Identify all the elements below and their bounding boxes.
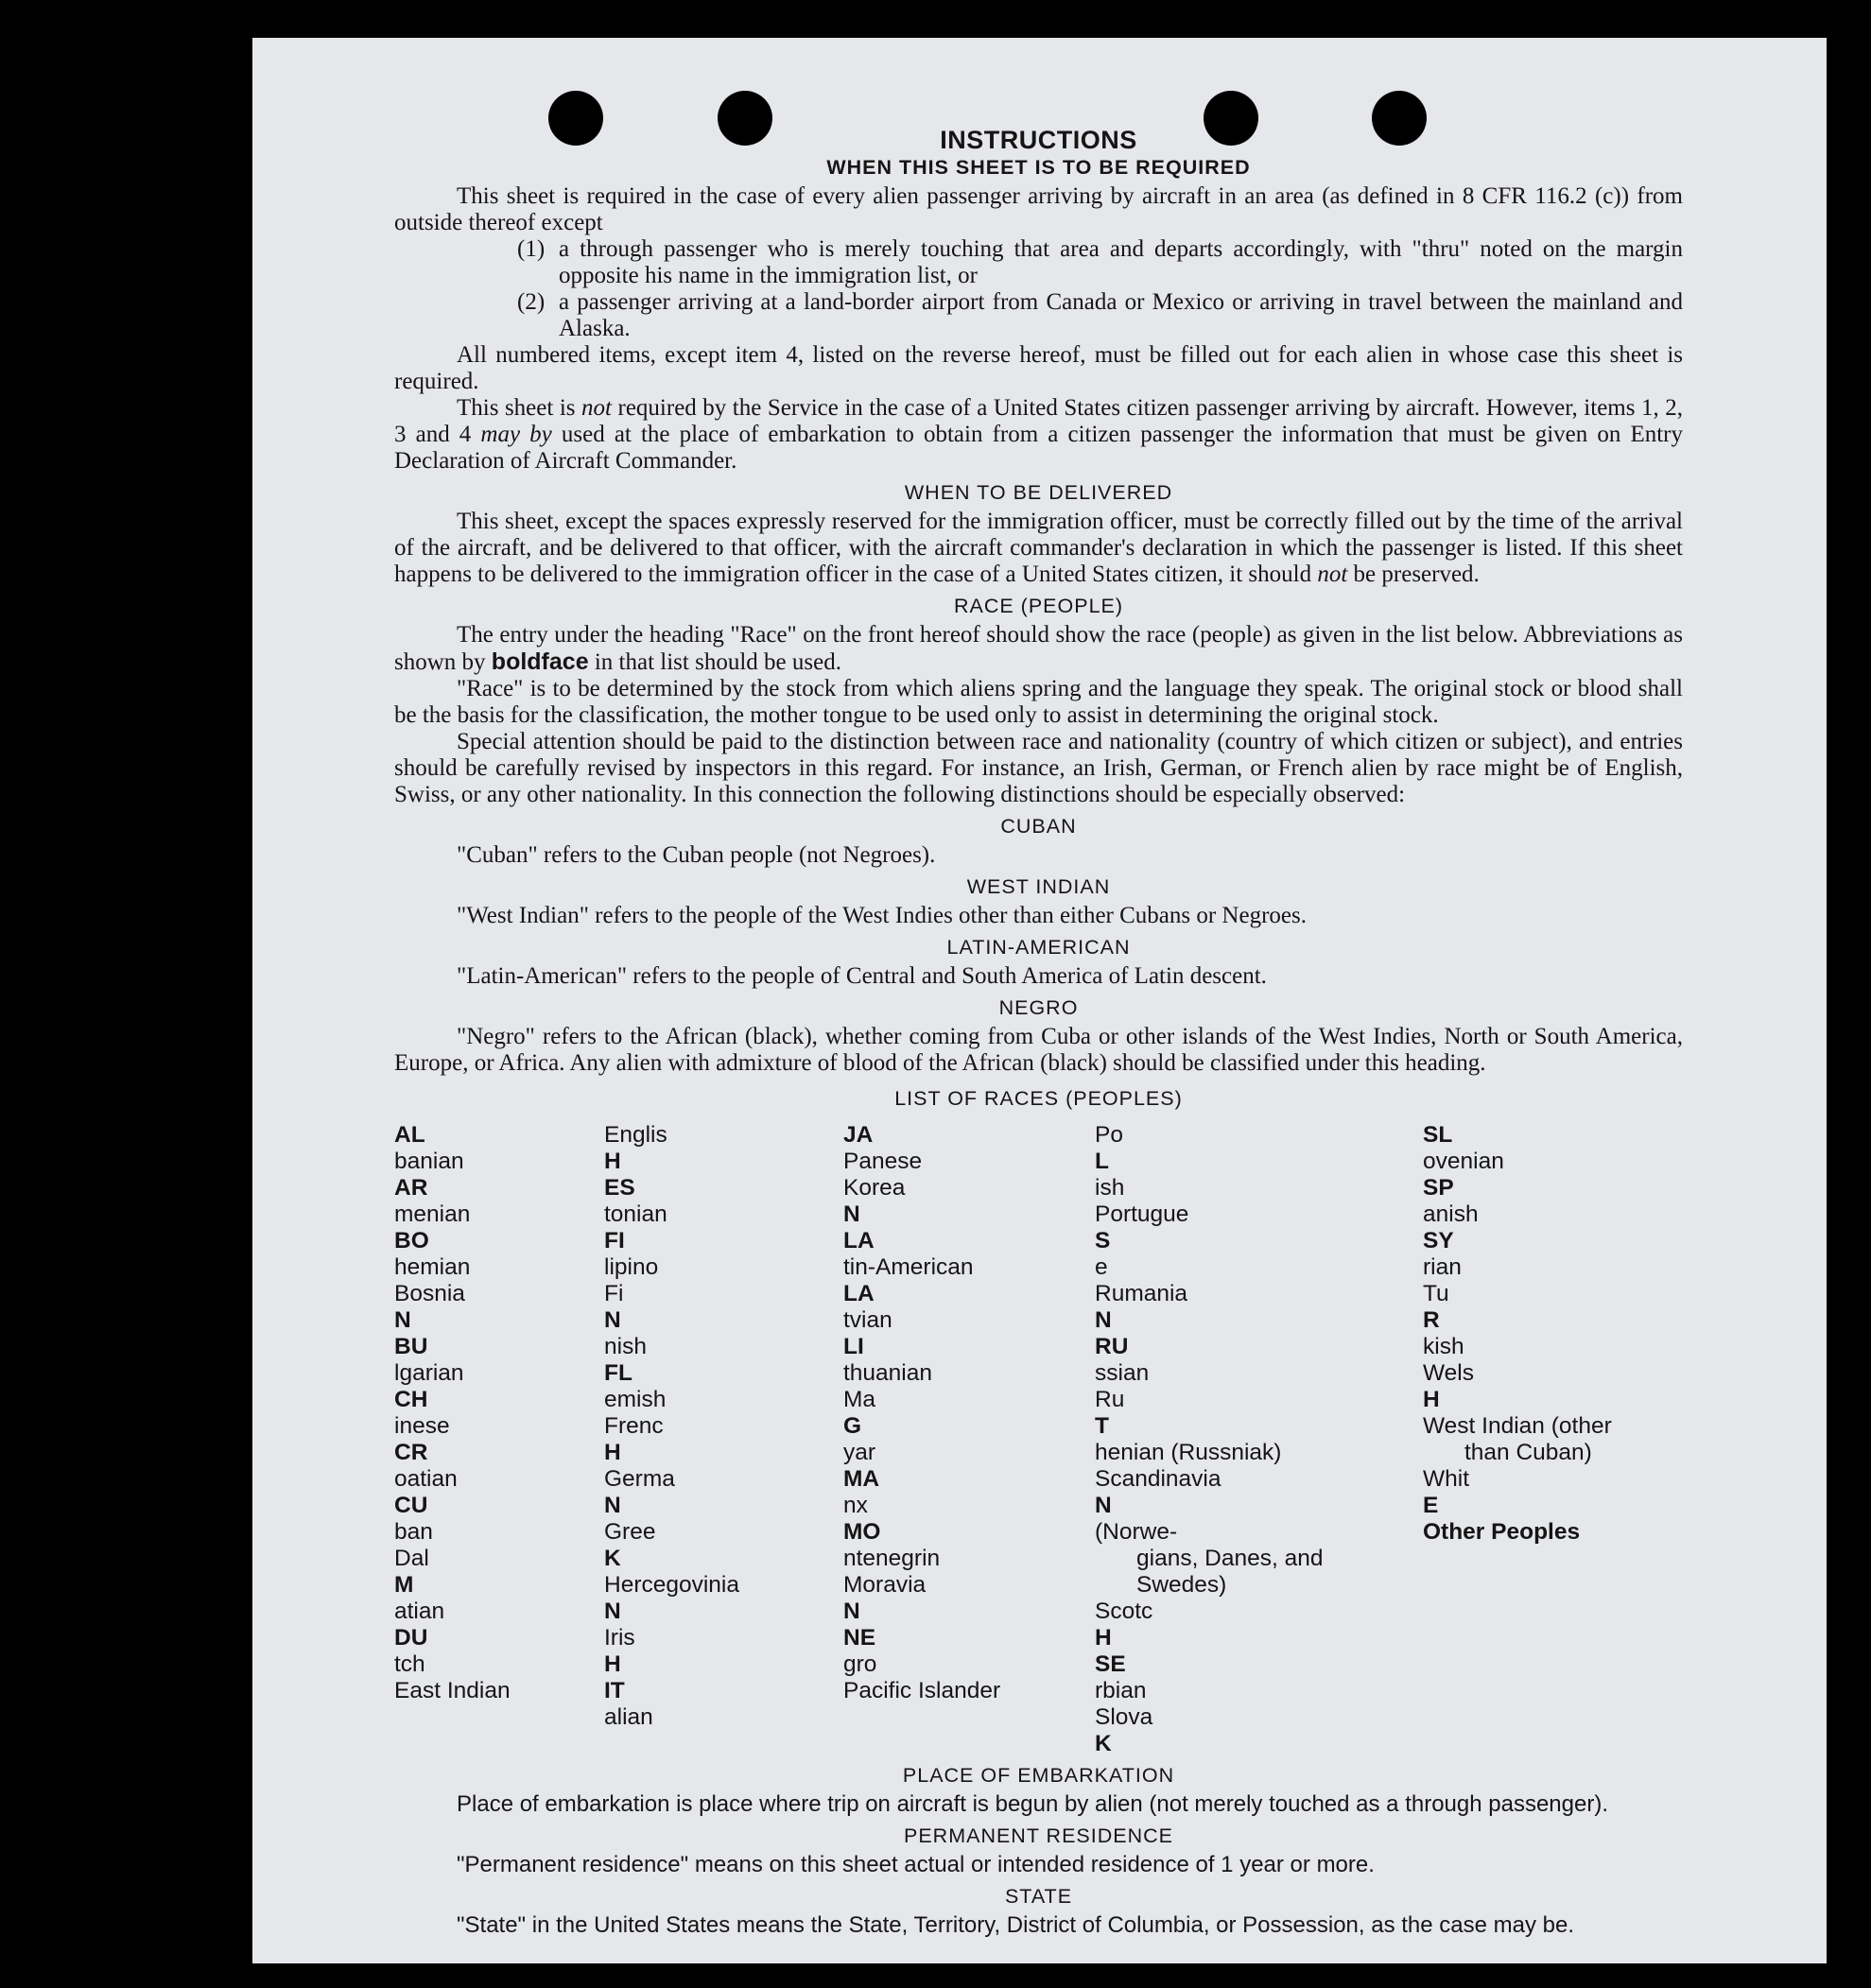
italic-text: not: [1317, 562, 1348, 587]
race-abbreviation: N: [604, 1307, 621, 1333]
race-abbreviation: FI: [604, 1228, 625, 1253]
race-text: henian (Russniak): [1095, 1440, 1282, 1465]
text-run: This sheet, except the spaces expressly reserved for the immigration officer, must be correctly filled out by the time of the arrival of the aircraft, and be delivered to that officer, with the aircraft commander's declaration in which the passenger is listed. If this sheet happens to be delivered to the immigration officer in the case of a United States citizen, it should: [394, 509, 1683, 587]
race-text: rian: [1423, 1254, 1462, 1280]
race-entry: [394, 1493, 604, 1546]
race-entry: [1095, 1599, 1423, 1651]
race-entry: [604, 1281, 843, 1360]
race-entry: [604, 1466, 843, 1519]
race-abbreviation: IT: [604, 1678, 625, 1703]
paragraph: "West Indian" refers to the people of the West Indies other than either Cubans or Negroes.: [457, 903, 1307, 928]
race-abbreviation: NE: [843, 1625, 876, 1651]
race-text: banian: [394, 1149, 464, 1174]
race-text: inese: [394, 1413, 450, 1439]
race-text: Panese: [843, 1149, 923, 1174]
race-text: Frenc: [604, 1413, 664, 1439]
race-text: anish: [1423, 1201, 1479, 1227]
race-abbreviation: S: [1095, 1228, 1111, 1253]
text-run: The entry under the heading "Race" on the front hereof should show the race (people) as given in the list below. Abbreviations as shown by: [394, 622, 1683, 675]
race-abbreviation: Other Peoples: [1423, 1519, 1581, 1545]
race-abbreviation: E: [1423, 1493, 1439, 1518]
race-entry: [1095, 1704, 1423, 1757]
race-text: Bosnia: [394, 1281, 465, 1306]
race-text: Slova: [1095, 1704, 1153, 1730]
race-text: menian: [394, 1201, 471, 1227]
heading-cuban: CUBAN: [1000, 815, 1077, 838]
instructions-content: [394, 125, 1683, 1939]
race-text: Ma: [843, 1387, 876, 1412]
race-abbreviation: G: [843, 1413, 862, 1439]
race-entry: [604, 1413, 843, 1466]
paragraph: "Cuban" refers to the Cuban people (not Negroes).: [457, 842, 936, 868]
race-text: thuanian: [843, 1360, 933, 1386]
race-abbreviation: H: [1423, 1387, 1440, 1412]
race-entry: [843, 1466, 1095, 1519]
race-entry: [394, 1387, 604, 1440]
race-text: lgarian: [394, 1360, 464, 1386]
race-text: kish: [1423, 1334, 1464, 1359]
race-abbreviation: RU: [1095, 1334, 1129, 1359]
race-text: than Cuban): [1464, 1440, 1592, 1465]
race-text: alian: [604, 1704, 653, 1730]
race-text: gro: [843, 1651, 877, 1677]
race-text: gians, Danes, and: [1136, 1546, 1324, 1571]
race-entry: [1423, 1175, 1683, 1228]
italic-text: may by: [480, 422, 552, 447]
race-abbreviation: DU: [394, 1625, 428, 1651]
race-text: Scotc: [1095, 1599, 1153, 1624]
race-entry: [394, 1228, 604, 1281]
heading-latin-american: LATIN-AMERICAN: [946, 936, 1131, 959]
race-text: tvian: [843, 1307, 892, 1333]
list-item: [517, 236, 1683, 289]
race-text: ntenegrin: [843, 1546, 941, 1571]
paragraph: "Latin-American" refers to the people of Central and South America of Latin descent.: [457, 963, 1267, 989]
race-abbreviation: LA: [843, 1228, 875, 1253]
race-abbreviation: N: [604, 1493, 621, 1518]
race-text: East Indian: [394, 1678, 511, 1703]
bold-text: boldface: [491, 648, 589, 675]
race-text: Pacific Islander: [843, 1678, 1001, 1703]
race-text: Hercegovinia: [604, 1572, 739, 1598]
text-run: be preserved.: [1347, 562, 1480, 587]
race-entry: [604, 1175, 843, 1228]
race-abbreviation: SY: [1423, 1228, 1454, 1253]
race-entry: [1423, 1360, 1683, 1413]
race-abbreviation: N: [394, 1307, 411, 1333]
race-entry: [843, 1519, 1095, 1572]
paragraph: [394, 622, 1683, 676]
race-abbreviation: SE: [1095, 1651, 1126, 1677]
race-text: Portugue: [1095, 1201, 1189, 1227]
paragraph: Place of embarkation is place where trip on aircraft is begun by alien (not merely touched as a through passenger).: [457, 1791, 1608, 1817]
race-abbreviation: H: [1095, 1625, 1112, 1651]
item-number: (2): [517, 289, 546, 315]
heading-residence: PERMANENT RESIDENCE: [903, 1824, 1173, 1847]
race-text: tin-American: [843, 1254, 974, 1280]
race-text: Dal: [394, 1546, 429, 1571]
race-abbreviation: MO: [843, 1519, 881, 1545]
race-entry: [1095, 1201, 1423, 1281]
race-entry: [604, 1228, 843, 1281]
race-text: nish: [604, 1334, 647, 1359]
race-text: Englis: [604, 1122, 667, 1148]
race-abbreviation: M: [394, 1572, 414, 1598]
race-abbreviation: CU: [394, 1493, 428, 1518]
race-entry: [604, 1122, 843, 1175]
text-run: in that list should be used.: [588, 649, 841, 675]
race-abbreviation: N: [604, 1599, 621, 1624]
race-abbreviation: SL: [1423, 1122, 1453, 1148]
race-entry: [1423, 1519, 1683, 1546]
race-text: atian: [394, 1599, 445, 1624]
race-entry: [1423, 1440, 1683, 1466]
race-abbreviation: JA: [843, 1122, 874, 1148]
paragraph: "Permanent residence" means on this sheet actual or intended residence of 1 year or more.: [457, 1852, 1375, 1877]
item-number: (1): [517, 236, 546, 262]
race-entry: [843, 1334, 1095, 1387]
race-text: emish: [604, 1387, 667, 1412]
race-abbreviation: FL: [604, 1360, 632, 1386]
list-item: [517, 289, 1683, 342]
race-entry: [1423, 1466, 1683, 1519]
heading-required: WHEN THIS SHEET IS TO BE REQUIRED: [826, 156, 1251, 179]
race-entry: [843, 1228, 1095, 1281]
race-text: Germa: [604, 1466, 675, 1492]
race-entry: [1423, 1228, 1683, 1281]
race-text: Moravia: [843, 1572, 927, 1598]
race-text: Scandinavia: [1095, 1466, 1221, 1492]
race-abbreviation: BU: [394, 1334, 428, 1359]
race-abbreviation: K: [1095, 1731, 1112, 1756]
races-column: [843, 1122, 1095, 1757]
race-entry: [604, 1678, 843, 1731]
document-sheet: [252, 38, 1827, 1963]
heading-embarkation: PLACE OF EMBARKATION: [902, 1764, 1175, 1787]
heading-race: RACE (PEOPLE): [953, 595, 1124, 617]
race-text: yar: [843, 1440, 876, 1465]
race-entry: [394, 1122, 604, 1175]
paragraph: All numbered items, except item 4, listed on the reverse hereof, must be filled out for each alien in whose case this sheet is required.: [394, 342, 1683, 394]
race-text: Iris: [604, 1625, 635, 1651]
race-entry: [604, 1625, 843, 1678]
race-text: ish: [1095, 1175, 1125, 1201]
race-abbreviation: H: [604, 1440, 621, 1465]
race-entry: [1095, 1334, 1423, 1387]
race-entry: [1095, 1281, 1423, 1334]
races-column: [1423, 1122, 1683, 1757]
race-entry: [394, 1678, 604, 1704]
heading-west-indian: WEST INDIAN: [966, 875, 1111, 898]
race-text: Whit: [1423, 1466, 1469, 1492]
races-column: [1095, 1122, 1423, 1757]
race-abbreviation: LI: [843, 1334, 864, 1359]
paragraph: "Race" is to be determined by the stock from which aliens spring and the language they speak. The original stock or blood shall be the basis for the classification, the mother tongue to be used only to assist in determining the original stock.: [394, 676, 1683, 728]
race-text: ban: [394, 1519, 433, 1545]
race-entry: [394, 1175, 604, 1228]
race-entry: [1095, 1122, 1423, 1201]
race-entry: [843, 1387, 1095, 1466]
race-entry: [604, 1519, 843, 1572]
races-list: [394, 1122, 1683, 1757]
race-entry: [604, 1572, 843, 1625]
race-abbreviation: AL: [394, 1122, 425, 1148]
heading-delivered: WHEN TO BE DELIVERED: [904, 481, 1173, 504]
race-entry: [394, 1440, 604, 1493]
race-abbreviation: N: [843, 1599, 860, 1624]
race-abbreviation: K: [604, 1546, 621, 1571]
race-entry: [1423, 1281, 1683, 1360]
text-run: required by the Service in the case of a United States citizen passenger arriving by aircraft. However, items 1, 2, 3 and 4: [394, 395, 1683, 447]
race-abbreviation: T: [1095, 1413, 1109, 1439]
race-entry: [843, 1625, 1095, 1678]
race-text: Wels: [1423, 1360, 1475, 1386]
race-text: (Norwe-: [1095, 1519, 1178, 1545]
race-abbreviation: ES: [604, 1175, 635, 1201]
paragraph: "State" in the United States means the State, Territory, District of Columbia, or Possession, as the case may be.: [457, 1912, 1575, 1938]
race-abbreviation: R: [1423, 1307, 1440, 1333]
race-text: ssian: [1095, 1360, 1150, 1386]
race-abbreviation: AR: [394, 1175, 428, 1201]
heading-negro: NEGRO: [998, 996, 1079, 1019]
race-text: Ru: [1095, 1387, 1125, 1412]
item-text: a passenger arriving at a land-border airport from Canada or Mexico or arriving in travel between the mainland and Alaska.: [559, 289, 1683, 341]
race-abbreviation: N: [1095, 1493, 1112, 1518]
race-text: Rumania: [1095, 1281, 1188, 1306]
race-text: nx: [843, 1493, 868, 1518]
paragraph: [394, 395, 1683, 475]
race-entry: [1095, 1387, 1423, 1466]
race-entry: [394, 1625, 604, 1678]
race-entry: [1095, 1466, 1423, 1546]
race-abbreviation: N: [843, 1201, 860, 1227]
race-abbreviation: N: [1095, 1307, 1112, 1333]
race-text: Gree: [604, 1519, 656, 1545]
race-abbreviation: H: [604, 1149, 621, 1174]
race-abbreviation: L: [1095, 1149, 1109, 1174]
race-abbreviation: BO: [394, 1228, 429, 1253]
race-entry: [843, 1678, 1095, 1704]
race-text: rbian: [1095, 1678, 1147, 1703]
race-entry: [843, 1122, 1095, 1175]
race-text: Po: [1095, 1122, 1123, 1148]
race-entry: [1095, 1546, 1423, 1572]
heading-state: STATE: [1004, 1885, 1073, 1908]
race-abbreviation: LA: [843, 1281, 875, 1306]
race-entry: [394, 1281, 604, 1334]
paragraph: [394, 509, 1683, 588]
race-text: e: [1095, 1254, 1108, 1280]
race-abbreviation: CH: [394, 1387, 428, 1412]
race-entry: [394, 1546, 604, 1625]
race-text: Korea: [843, 1175, 906, 1201]
race-entry: [843, 1572, 1095, 1625]
races-column: [394, 1122, 604, 1757]
paragraph: This sheet is required in the case of every alien passenger arriving by aircraft in an area (as defined in 8 CFR 116.2 (c)) from outside thereof except: [394, 183, 1683, 235]
race-text: hemian: [394, 1254, 471, 1280]
text-run: used at the place of embarkation to obtain from a citizen passenger the information that must be given on Entry Declaration of Aircraft Commander.: [394, 422, 1683, 474]
race-entry: [843, 1175, 1095, 1228]
page-title: INSTRUCTIONS: [940, 126, 1137, 154]
race-entry: [394, 1334, 604, 1387]
paragraph: Special attention should be paid to the distinction between race and nationality (country of which citizen or subject), and entries should be carefully revised by inspectors in this regard. For instance, an Irish, German, or French alien by race might be of English, Swiss, or any other nationality. In this connection the following distinctions should be especially observed:: [394, 729, 1683, 807]
race-text: lipino: [604, 1254, 659, 1280]
race-entry: [1423, 1413, 1683, 1440]
race-text: ovenian: [1423, 1149, 1504, 1174]
paragraph: "Negro" refers to the African (black), whether coming from Cuba or other islands of the West Indies, North or South America, Europe, or Africa. Any alien with admixture of blood of the African (black) should be classified under this heading.: [394, 1024, 1683, 1076]
race-text: oatian: [394, 1466, 458, 1492]
race-text: Tu: [1423, 1281, 1449, 1306]
race-abbreviation: MA: [843, 1466, 880, 1492]
race-abbreviation: SP: [1423, 1175, 1454, 1201]
race-entry: [1095, 1572, 1423, 1599]
race-abbreviation: H: [604, 1651, 621, 1677]
races-column: [604, 1122, 843, 1757]
italic-text: not: [581, 395, 612, 421]
race-text: West Indian (other: [1423, 1413, 1612, 1439]
race-entry: [604, 1360, 843, 1413]
race-text: tonian: [604, 1201, 667, 1227]
item-text: a through passenger who is merely touching that area and departs accordingly, with "thru" noted on the margin opposite his name in the immigration list, or: [559, 236, 1683, 288]
race-entry: [843, 1281, 1095, 1334]
race-entry: [1423, 1122, 1683, 1175]
heading-list-of-races: LIST OF RACES (PEOPLES): [894, 1087, 1183, 1110]
race-text: Swedes): [1136, 1572, 1227, 1598]
race-abbreviation: CR: [394, 1440, 428, 1465]
race-text: Fi: [604, 1281, 624, 1306]
text-run: This sheet is: [457, 395, 582, 421]
race-text: tch: [394, 1651, 425, 1677]
race-entry: [1095, 1651, 1423, 1704]
